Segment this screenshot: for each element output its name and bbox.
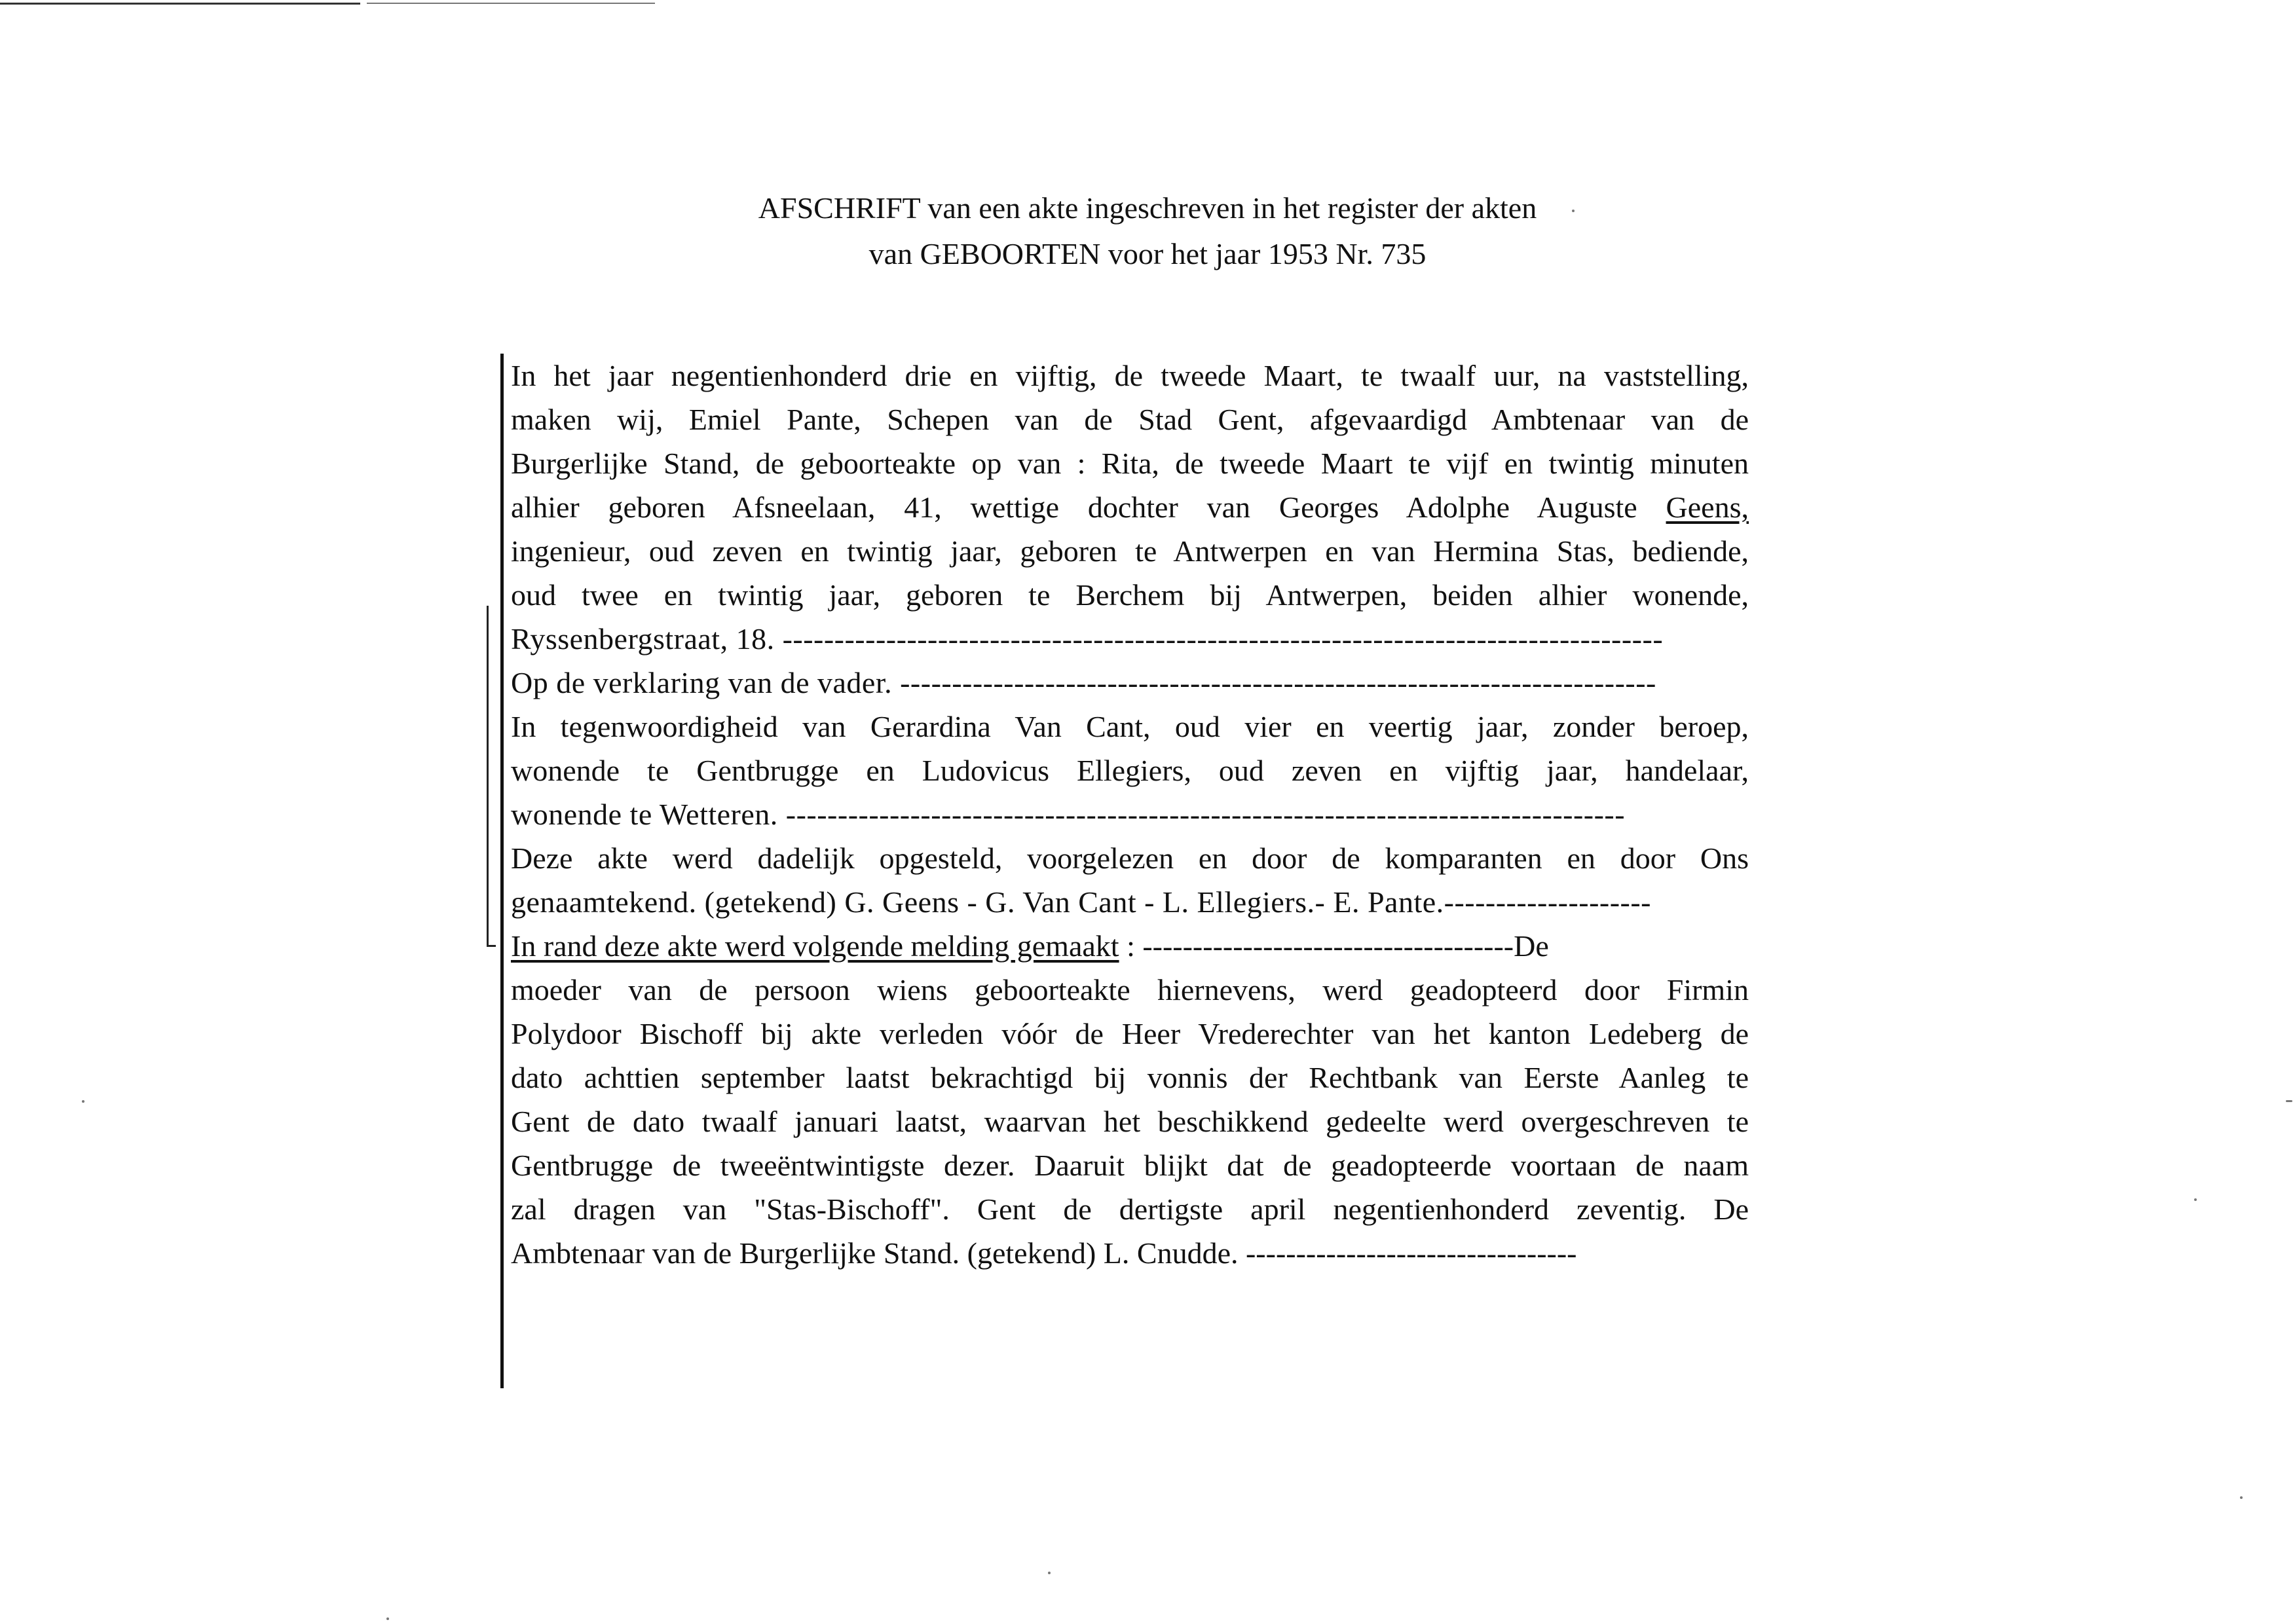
top-rule bbox=[0, 3, 360, 5]
underlined-name: Geens, bbox=[1666, 490, 1749, 524]
body-line-text: : -------------------------------------De bbox=[1119, 929, 1549, 963]
body-line: genaamtekend. (getekend) G. Geens - G. Van Cant - L. Ellegiers.- E. Pante.-------------------- bbox=[511, 885, 1652, 919]
scan-speck bbox=[2286, 1100, 2292, 1102]
scan-speck bbox=[1048, 1572, 1051, 1574]
scan-speck bbox=[1572, 210, 1575, 212]
body-line: Gentbrugge de tweeëntwintigste dezer. Daaruit blijkt dat de geadopteerde voortaan de naam bbox=[511, 1149, 1749, 1182]
scan-speck bbox=[2194, 1198, 2197, 1201]
body-line: Deze akte werd dadelijk opgesteld, voorgelezen en door de komparanten en door Ons bbox=[511, 841, 1749, 875]
body-line: Ryssenbergstraat, 18. ------------------------------------------------------------------------------------- bbox=[511, 622, 1664, 655]
body-line: ingenieur, oud zeven en twintig jaar, geboren te Antwerpen en van Hermina Stas, bediende, bbox=[511, 534, 1749, 568]
margin-note-heading: In rand deze akte werd volgende melding gemaakt bbox=[511, 929, 1119, 963]
body-line: Op de verklaring van de vader. ------------------------------------------------------------------------- bbox=[511, 666, 1656, 699]
body-line: dato achttien september laatst bekrachtigd bij vonnis der Rechtbank van Eerste Aanleg te bbox=[511, 1061, 1749, 1094]
margin-bracket bbox=[487, 606, 489, 946]
certificate-body bbox=[511, 354, 1749, 1275]
header-line-1: AFSCHRIFT van een akte ingeschreven in het register der akten bbox=[758, 191, 1537, 225]
body-line: moeder van de persoon wiens geboorteakte hiernevens, werd geadopteerd door Firmin bbox=[511, 973, 1749, 1006]
body-line: In tegenwoordigheid van Gerardina Van Cant, oud vier en veertig jaar, zonder beroep, bbox=[511, 710, 1749, 743]
margin-bracket-tick bbox=[487, 945, 496, 947]
body-line: Ambtenaar van de Burgerlijke Stand. (getekend) L. Cnudde. --------------------------------- bbox=[511, 1236, 1577, 1270]
body-line: oud twee en twintig jaar, geboren te Berchem bij Antwerpen, beiden alhier wonende, bbox=[511, 578, 1749, 612]
body-line: Gent de dato twaalf januari laatst, waarvan het beschikkend gedeelte werd overgeschreven te bbox=[511, 1105, 1749, 1138]
body-line: Burgerlijke Stand, de geboorteakte op van : Rita, de tweede Maart te vijf en twintig minuten bbox=[511, 447, 1749, 480]
top-rule-secondary bbox=[367, 3, 655, 4]
body-line: Polydoor Bischoff bij akte verleden vóór de Heer Vrederechter van het kanton Ledeberg de bbox=[511, 1017, 1749, 1050]
document-header bbox=[0, 185, 2295, 277]
scan-speck bbox=[82, 1100, 84, 1103]
scan-speck bbox=[386, 1617, 389, 1620]
body-line bbox=[511, 924, 1749, 968]
body-line: In het jaar negentienhonderd drie en vijftig, de tweede Maart, te twaalf uur, na vaststelling, bbox=[511, 359, 1749, 392]
header-line-2: van GEBOORTEN voor het jaar 1953 Nr. 735 bbox=[868, 237, 1427, 270]
body-line: wonende te Gentbrugge en Ludovicus Ellegiers, oud zeven en vijftig jaar, handelaar, bbox=[511, 754, 1749, 787]
body-line: wonende te Wetteren. --------------------------------------------------------------------------------- bbox=[511, 798, 1626, 831]
body-line-text: alhier geboren Afsneelaan, 41, wettige dochter van Georges Adolphe Auguste bbox=[511, 490, 1666, 524]
body-line bbox=[511, 485, 1749, 529]
left-margin-line bbox=[500, 354, 504, 1388]
scan-speck bbox=[2240, 1496, 2243, 1499]
body-line: zal dragen van "Stas-Bischoff". Gent de dertigste april negentienhonderd zeventig. De bbox=[511, 1192, 1749, 1226]
body-line: maken wij, Emiel Pante, Schepen van de Stad Gent, afgevaardigd Ambtenaar van de bbox=[511, 403, 1749, 436]
